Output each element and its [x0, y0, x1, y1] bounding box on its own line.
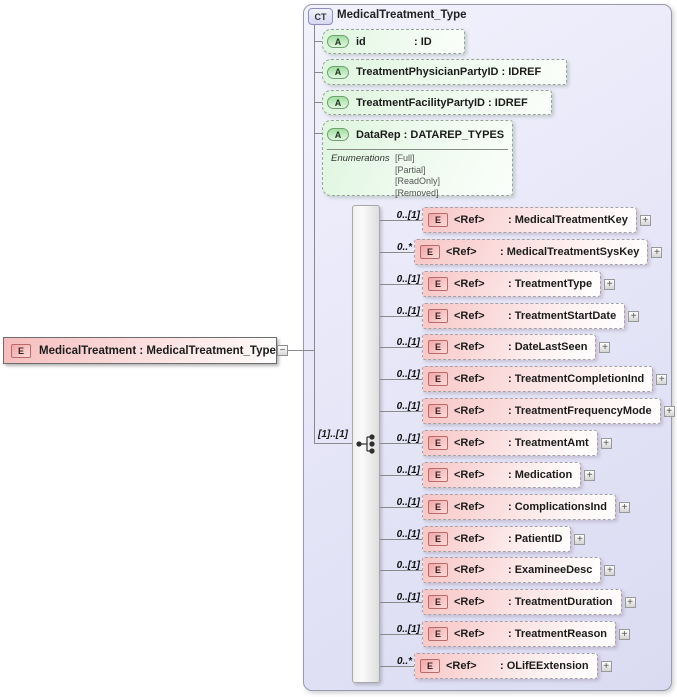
element-connector [380, 239, 414, 265]
element-icon: E [428, 372, 448, 386]
element-type-label: : TreatmentDuration [508, 596, 613, 608]
cardinality-label: 0..[1] [396, 592, 420, 603]
expand-icon[interactable]: + [619, 502, 630, 513]
element-connector [380, 589, 422, 615]
attribute-icon: A [327, 96, 349, 109]
complex-type-icon: CT [308, 8, 333, 25]
element-row [380, 557, 615, 583]
element-ref-label: <Ref> [454, 437, 485, 449]
element-type-label: : TreatmentFrequencyMode [508, 405, 652, 417]
attribute-type: : ID [414, 35, 432, 48]
cardinality-label: 0..[1] [396, 433, 420, 444]
element-ref-DateLastSeen[interactable] [422, 334, 596, 360]
element-type-label: : ExamineeDesc [508, 564, 593, 576]
element-connector [380, 526, 422, 552]
element-ref-OLifEExtension[interactable] [414, 653, 598, 679]
tree-trunk-line [314, 23, 315, 443]
element-icon: E [428, 436, 448, 450]
element-row [380, 621, 630, 647]
expand-icon[interactable]: + [599, 342, 610, 353]
element-connector [380, 334, 422, 360]
element-row [380, 526, 585, 552]
element-icon: E [428, 563, 448, 577]
element-ref-label: <Ref> [454, 341, 485, 353]
sequence-cardinality-label: [1]..[1] [318, 429, 348, 440]
element-row [380, 430, 612, 456]
element-ref-TreatmentStartDate[interactable] [422, 303, 625, 329]
enumeration-value: [Partial] [395, 164, 426, 175]
expand-icon[interactable]: + [584, 470, 595, 481]
cardinality-label: 0..* [396, 656, 412, 667]
element-ref-label: <Ref> [454, 533, 485, 545]
expand-icon[interactable]: + [651, 247, 662, 258]
element-type-label: : OLifEExtension [500, 660, 589, 672]
element-ref-TreatmentFrequencyMode[interactable] [422, 398, 661, 424]
element-ref-MedicalTreatmentKey[interactable] [422, 207, 637, 233]
cardinality-label: 0..[1] [396, 210, 420, 221]
attr-stub-4 [314, 133, 322, 134]
element-connector [380, 303, 422, 329]
element-connector [380, 462, 422, 488]
element-ref-TreatmentDuration[interactable] [422, 589, 622, 615]
element-ref-label: <Ref> [454, 628, 485, 640]
cardinality-label: 0..[1] [396, 497, 420, 508]
element-ref-TreatmentType[interactable] [422, 271, 601, 297]
element-row [380, 462, 595, 488]
element-row [380, 494, 630, 520]
element-row [380, 589, 636, 615]
element-ref-label: <Ref> [454, 469, 485, 481]
element-row [380, 334, 610, 360]
element-connector [380, 430, 422, 456]
attribute-icon: A [327, 35, 349, 48]
enumerations-label: Enumerations [331, 153, 390, 164]
attribute-icon: A [327, 128, 349, 141]
expand-icon[interactable]: + [625, 597, 636, 608]
element-icon: E [420, 245, 440, 259]
cardinality-label: 0..[1] [396, 529, 420, 540]
attr-stub-1 [314, 41, 322, 42]
cardinality-label: 0..[1] [396, 560, 420, 571]
element-icon: E [428, 532, 448, 546]
enumeration-value: [Removed] [395, 187, 439, 198]
collapse-icon[interactable]: − [277, 345, 288, 356]
element-icon: E [420, 659, 440, 673]
element-ref-label: <Ref> [454, 310, 485, 322]
expand-icon[interactable]: + [604, 279, 615, 290]
element-type-label: : ComplicationsInd [508, 501, 607, 513]
enumeration-value: [Full] [395, 153, 415, 163]
element-icon: E [428, 277, 448, 291]
element-ref-label: <Ref> [446, 660, 477, 672]
element-ref-label: <Ref> [454, 405, 485, 417]
enumeration-value: [ReadOnly] [395, 176, 441, 186]
attribute-DataRep[interactable] [322, 120, 513, 196]
element-type-label: : MedicalTreatmentKey [508, 214, 628, 226]
attribute-label: DataRep : DATAREP_TYPES [356, 128, 505, 141]
attribute-label: TreatmentFacilityPartyID : IDREF [356, 96, 528, 109]
expand-icon[interactable]: + [656, 374, 667, 385]
element-ref-PatientID[interactable] [422, 526, 571, 552]
attribute-id[interactable] [322, 29, 465, 54]
attr-stub-3 [314, 102, 322, 103]
element-connector [380, 207, 422, 233]
expand-icon[interactable]: + [574, 534, 585, 545]
expand-icon[interactable]: + [664, 406, 675, 417]
attribute-icon: A [327, 66, 349, 79]
element-connector [380, 494, 422, 520]
element-row [380, 303, 639, 329]
element-ref-label: <Ref> [446, 246, 477, 258]
element-ref-Medication[interactable] [422, 462, 581, 488]
element-icon: E [428, 213, 448, 227]
expand-icon[interactable]: + [601, 438, 612, 449]
element-type-label: : TreatmentType [508, 278, 593, 290]
attr-stub-2 [314, 72, 322, 73]
element-connector [380, 398, 422, 424]
element-icon: E [428, 500, 448, 514]
element-ref-ExamineeDesc[interactable] [422, 557, 601, 583]
element-ref-label: <Ref> [454, 278, 485, 290]
element-ref-label: <Ref> [454, 214, 485, 226]
attribute-label: TreatmentPhysicianPartyID : IDREF [356, 66, 542, 78]
element-icon: E [428, 595, 448, 609]
element-ref-label: <Ref> [454, 373, 485, 385]
sequence-stub [314, 443, 352, 444]
element-type-label: : TreatmentReason [508, 628, 608, 640]
element-icon: E [428, 340, 448, 354]
element-ref-label: <Ref> [454, 564, 485, 576]
element-ref-TreatmentReason[interactable] [422, 621, 616, 647]
element-connector [380, 557, 422, 583]
element-icon: E [428, 627, 448, 641]
expand-icon[interactable]: + [601, 661, 612, 672]
attribute-name: id [356, 35, 366, 48]
root-element-box[interactable] [3, 337, 277, 364]
root-element-label: MedicalTreatment : MedicalTreatment_Type [39, 344, 276, 357]
cardinality-label: 0..[1] [396, 369, 420, 380]
expand-icon[interactable]: + [628, 311, 639, 322]
element-ref-label: <Ref> [454, 501, 485, 513]
enumeration-values [395, 153, 440, 199]
element-row [380, 239, 662, 265]
element-type-label: : DateLastSeen [508, 341, 588, 353]
element-ref-ComplicationsInd[interactable] [422, 494, 616, 520]
expand-icon[interactable]: + [619, 629, 630, 640]
element-row [380, 207, 651, 233]
element-row [380, 653, 612, 679]
element-icon: E [11, 344, 31, 358]
element-type-label: : MedicalTreatmentSysKey [500, 246, 640, 258]
element-connector [380, 653, 414, 679]
element-row [380, 366, 667, 392]
element-ref-TreatmentAmt[interactable] [422, 430, 598, 456]
element-ref-label: <Ref> [454, 596, 485, 608]
element-connector [380, 271, 422, 297]
element-type-label: : PatientID [508, 533, 563, 545]
cardinality-label: 0..[1] [396, 624, 420, 635]
element-ref-MedicalTreatmentSysKey[interactable] [414, 239, 648, 265]
element-type-label: : TreatmentStartDate [508, 310, 617, 322]
attribute-TreatmentFacilityPartyID[interactable] [322, 90, 552, 115]
complex-type-title: MedicalTreatment_Type [337, 9, 467, 21]
expand-icon[interactable]: + [640, 215, 651, 226]
element-connector [380, 621, 422, 647]
sequence-icon[interactable] [355, 433, 377, 455]
cardinality-label: 0..[1] [396, 274, 420, 285]
root-connector-line [288, 350, 314, 351]
cardinality-label: 0..* [396, 242, 412, 253]
element-icon: E [428, 404, 448, 418]
expand-icon[interactable]: + [604, 565, 615, 576]
element-row [380, 398, 675, 424]
element-type-label: : TreatmentCompletionInd [508, 373, 645, 385]
element-row [380, 271, 615, 297]
element-type-label: : Medication [508, 469, 573, 481]
element-ref-TreatmentCompletionInd[interactable] [422, 366, 653, 392]
element-icon: E [428, 309, 448, 323]
element-connector [380, 366, 422, 392]
attribute-TreatmentPhysicianPartyID[interactable] [322, 59, 567, 85]
element-icon: E [428, 468, 448, 482]
cardinality-label: 0..[1] [396, 337, 420, 348]
element-type-label: : TreatmentAmt [508, 437, 589, 449]
cardinality-label: 0..[1] [396, 401, 420, 412]
cardinality-label: 0..[1] [396, 306, 420, 317]
cardinality-label: 0..[1] [396, 465, 420, 476]
